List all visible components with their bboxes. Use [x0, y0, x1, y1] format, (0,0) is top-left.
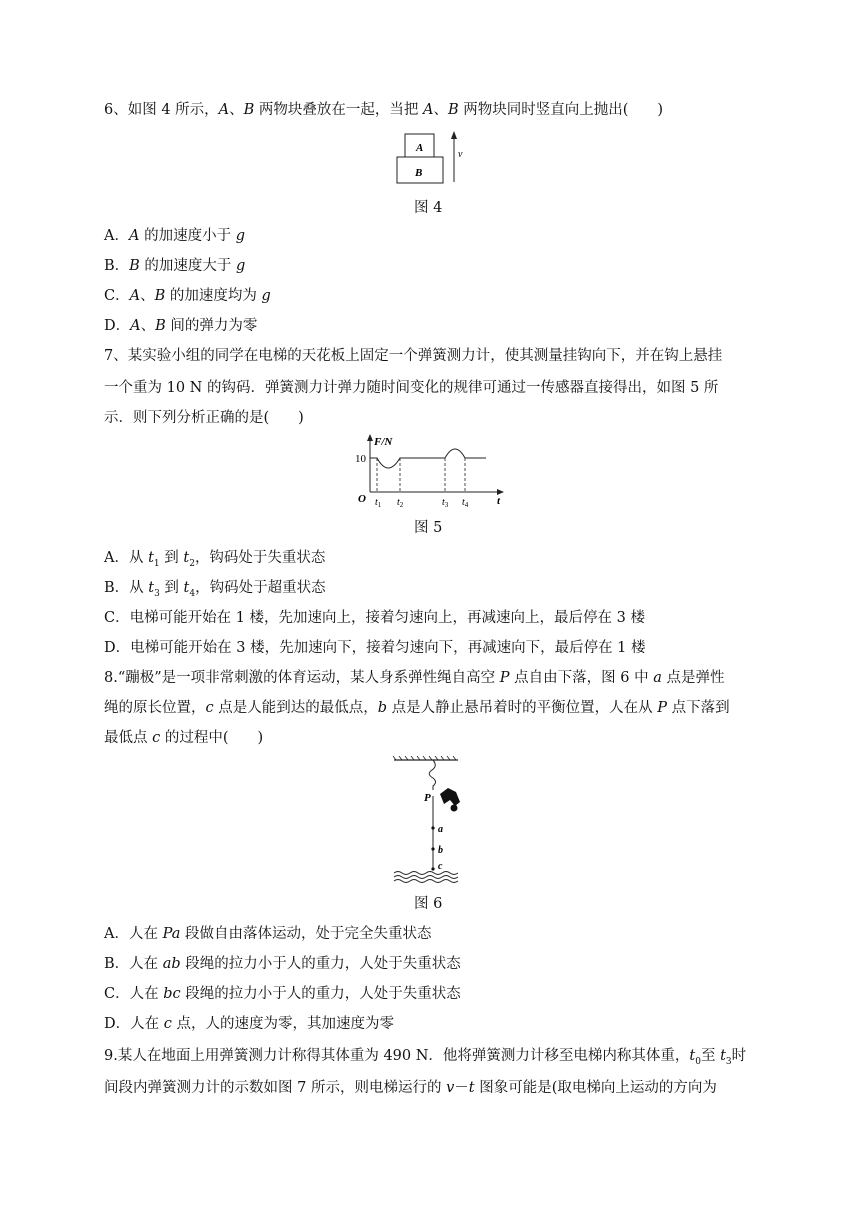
jumper-icon: [440, 788, 460, 812]
q6-option-d: D．A、B 间的弹力为零: [104, 318, 258, 334]
q8-stem-line-1: 8.“蹦极”是一项非常刺激的体育运动，某人身系弹性绳自高空 P 点自由下落，图 6 中 a 点是弹性: [104, 670, 725, 686]
figure-4-stacked-blocks: [390, 130, 480, 194]
velocity-label: v: [458, 149, 463, 160]
q7-option-b: B．从 $t_3$ 到 $t_4$，钩码处于超重状态: [104, 580, 326, 599]
q7-option-a: A．从 $t_1$ 到 $t_2$，钩码处于失重状态: [104, 550, 326, 569]
q6-option-c: C．A、B 的加速度均为 g: [104, 288, 271, 304]
q7-option-d: D．电梯可能开始在 3 楼，先加速向下，接着匀速向下，再减速向下，最后停在 1 楼: [104, 640, 646, 656]
point-b-label: b: [438, 845, 443, 856]
point-a-label: a: [438, 824, 443, 835]
q6-option-a: A．A 的加速度小于 g: [104, 228, 245, 244]
q8-stem-line-3: 最低点 c 的过程中( ): [104, 730, 264, 746]
origin-label: O: [358, 493, 366, 505]
figure-6-bungee: [388, 756, 468, 890]
q8-option-d: D．人在 c 点，人的速度为零，其加速度为零: [104, 1016, 394, 1032]
point-p-label: P: [424, 792, 431, 804]
q8-stem-line-2: 绳的原长位置，c 点是人能到达的最低点，b 点是人静止悬吊着时的平衡位置，人在从 P 点下落到: [104, 700, 730, 716]
q8-option-b: B．人在 ab 段绳的拉力小于人的重力，人处于失重状态: [104, 956, 461, 972]
point-a: [431, 826, 434, 829]
q9-stem-line-2: 间段内弹簧测力计的示数如图 7 所示，则电梯运行的 v－t 图象可能是(取电梯向上运动的方向为: [104, 1080, 717, 1096]
q8-option-c: C．人在 bc 段绳的拉力小于人的重力，人处于失重状态: [104, 986, 461, 1002]
block-b-label: B: [415, 167, 423, 179]
q7-stem-line-3: 示．则下列分析正确的是( ): [104, 410, 304, 426]
block-a-label: A: [416, 142, 424, 154]
t2-label: $t_2$: [397, 497, 404, 509]
figure-5-caption: 图 5: [414, 520, 443, 536]
t1-label: $t_1$: [375, 497, 382, 509]
point-b: [431, 847, 434, 850]
figure-5-force-graph: [350, 432, 510, 516]
q7-stem-line-2: 一个重为 10 N 的钩码．弹簧测力计弹力随时间变化的规律可通过一传感器直接得出，如图 5 所: [104, 380, 719, 396]
point-c-label: c: [438, 861, 443, 872]
y-axis-label: F/N: [374, 436, 393, 448]
figure-4-caption: 图 4: [414, 200, 443, 216]
q6-stem: 6、如图 4 所示，A、B 两物块叠放在一起，当把 A、B 两物块同时竖直向上抛出( ): [104, 102, 664, 118]
tick-10-label: 10: [355, 453, 366, 465]
point-c: [431, 867, 434, 870]
x-axis-label: t: [497, 495, 501, 507]
figure-6-caption: 图 6: [414, 896, 443, 912]
q9-stem-line-1: 9.某人在地面上用弹簧测力计称得其体重为 490 N．他将弹簧测力计移至电梯内称其体重，$t_0$至 $t_3$时: [104, 1048, 747, 1067]
t4-label: $t_4$: [462, 497, 469, 509]
q7-stem-line-1: 7、某实验小组的同学在电梯的天花板上固定一个弹簧测力计，使其测量挂钩向下，并在钩上悬挂: [104, 348, 723, 364]
force-curve: [370, 449, 486, 468]
water-waves: [394, 872, 458, 883]
q8-option-a: A．人在 Pa 段做自由落体运动，处于完全失重状态: [104, 926, 432, 942]
elastic-rope-coil: [429, 760, 435, 790]
t3-label: $t_3$: [442, 497, 449, 509]
q6-option-b: B．B 的加速度大于 g: [104, 258, 246, 274]
q7-option-c: C．电梯可能开始在 1 楼，先加速向上，接着匀速向上，再减速向上，最后停在 3 楼: [104, 610, 645, 626]
